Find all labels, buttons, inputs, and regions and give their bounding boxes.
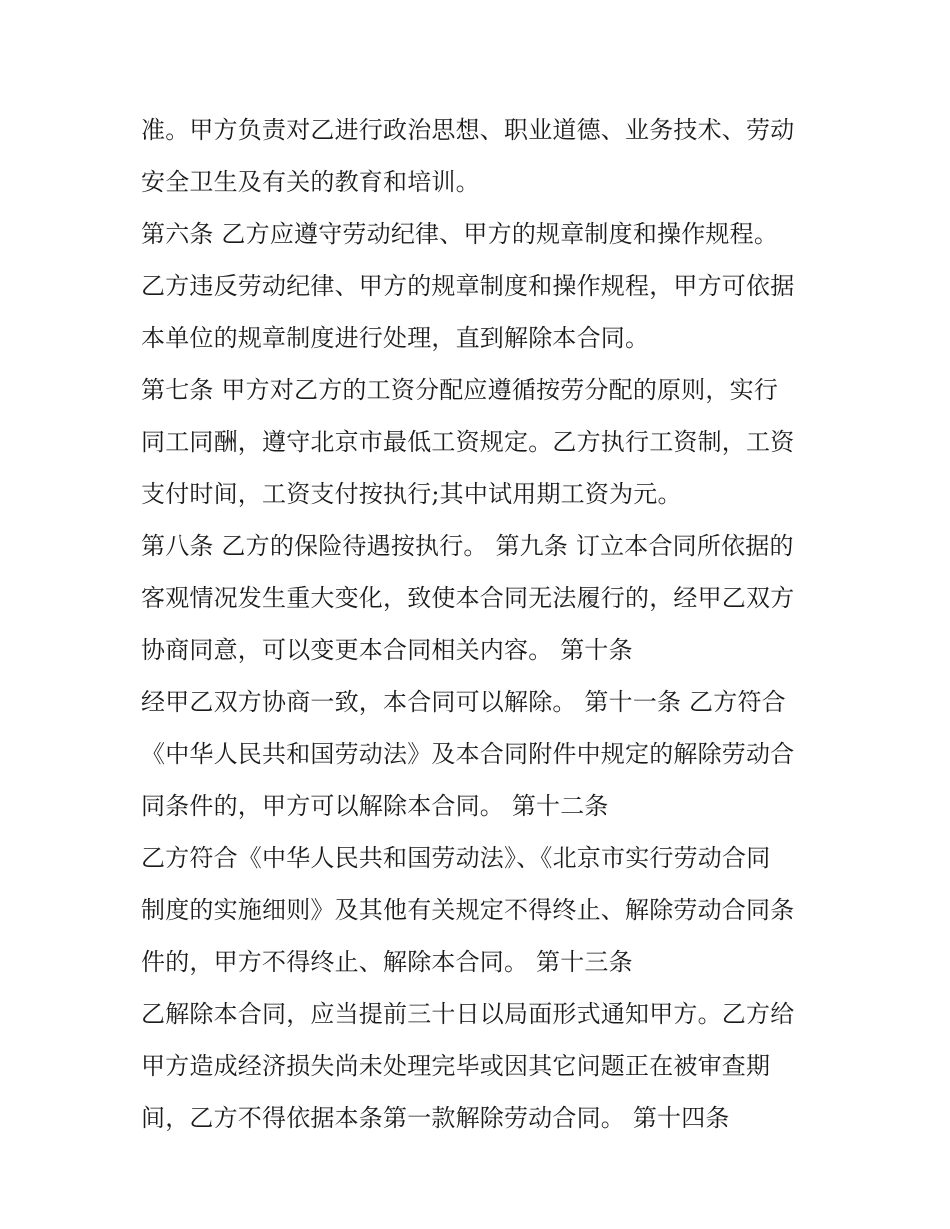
text-line: 制度的实施细则》及其他有关规定不得终止、解除劳动合同条 xyxy=(141,896,795,924)
text-line: 准。甲方负责对乙进行政治思想、职业道德、业务技术、劳动 xyxy=(141,116,795,144)
text-line: 支付时间，工资支付按执行;其中试用期工资为元。 xyxy=(141,480,682,508)
text-line: 协商同意，可以变更本合同相关内容。 第十条 xyxy=(141,636,633,664)
text-line: 件的，甲方不得终止、解除本合同。 第十三条 xyxy=(141,948,633,976)
text-line: 客观情况发生重大变化，致使本合同无法履行的，经甲乙双方 xyxy=(141,584,795,612)
text-line: 第七条 甲方对乙方的工资分配应遵循按劳分配的原则，实行 xyxy=(141,376,779,404)
text-line: 第八条 乙方的保险待遇按执行。 第九条 订立本合同所依据的 xyxy=(141,532,794,560)
text-line: 乙解除本合同，应当提前三十日以局面形式通知甲方。乙方给 xyxy=(141,1000,795,1028)
text-line: 甲方造成经济损失尚未处理完毕或因其它问题正在被审查期 xyxy=(141,1052,771,1080)
text-line: 第六条 乙方应遵守劳动纪律、甲方的规章制度和操作规程。 xyxy=(141,220,779,248)
text-line: 经甲乙双方协商一致，本合同可以解除。 第十一条 乙方符合 xyxy=(141,688,786,716)
text-line: 同条件的，甲方可以解除本合同。 第十二条 xyxy=(141,792,609,820)
text-line: 同工同酬，遵守北京市最低工资规定。乙方执行工资制，工资 xyxy=(141,428,795,456)
text-line: 《中华人民共和国劳动法》及本合同附件中规定的解除劳动合 xyxy=(141,740,795,768)
text-line: 乙方符合《中华人民共和国劳动法》、《北京市实行劳动合同 xyxy=(141,844,771,872)
text-line: 间，乙方不得依据本条第一款解除劳动合同。 第十四条 xyxy=(141,1104,730,1132)
text-line: 乙方违反劳动纪律、甲方的规章制度和操作规程，甲方可依据 xyxy=(141,272,795,300)
text-line: 安全卫生及有关的教育和培训。 xyxy=(141,168,480,196)
text-line: 本单位的规章制度进行处理，直到解除本合同。 xyxy=(141,324,650,352)
